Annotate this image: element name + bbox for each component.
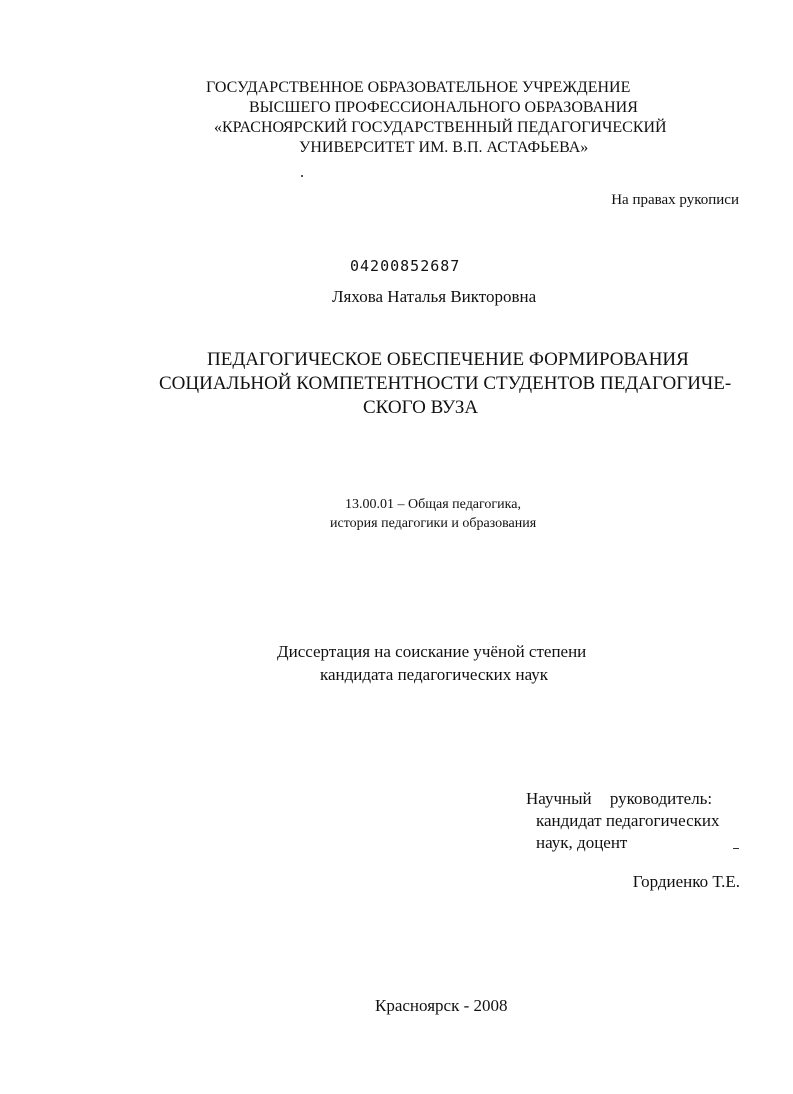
city-year: Красноярск - 2008	[375, 996, 508, 1015]
supervisor-line: наук, доцент	[536, 833, 628, 852]
degree-statement	[0, 640, 793, 686]
supervisor-line: кандидат педагогических	[536, 811, 720, 830]
supervisor-line: Научный руководитель:	[526, 789, 713, 808]
degree-line: Диссертация на соискание учёной степени	[277, 642, 587, 661]
supervisor-block	[0, 788, 793, 854]
institution-line: ГОСУДАРСТВЕННОЕ ОБРАЗОВАТЕЛЬНОЕ УЧРЕЖДЕНИЕ	[206, 79, 631, 96]
degree-line: кандидата педагогических наук	[320, 665, 549, 684]
institution-header	[0, 78, 793, 158]
institution-line: «КРАСНОЯРСКИЙ ГОСУДАРСТВЕННЫЙ ПЕДАГОГИЧЕСКИЙ	[214, 119, 667, 136]
catalog-number: 04200852687	[350, 257, 461, 275]
title-line: ПЕДАГОГИЧЕСКОЕ ОБЕСПЕЧЕНИЕ ФОРМИРОВАНИЯ	[207, 349, 689, 370]
institution-line: ВЫСШЕГО ПРОФЕССИОНАЛЬНОГО ОБРАЗОВАНИЯ	[249, 99, 638, 116]
manuscript-note: На правах рукописи	[611, 192, 739, 208]
dissertation-title	[0, 348, 793, 420]
title-line: СКОГО ВУЗА	[363, 397, 479, 418]
specialty-line: 13.00.01 – Общая педагогика,	[345, 497, 521, 512]
supervisor-name: Гордиенко Т.Е.	[632, 872, 740, 891]
institution-line: УНИВЕРСИТЕТ ИМ. В.П. АСТАФЬЕВА»	[299, 139, 589, 156]
scan-speck	[301, 175, 303, 177]
author-name: Ляхова Наталья Викторовна	[332, 287, 537, 306]
specialty-line: история педагогики и образования	[330, 516, 537, 531]
scan-mark	[733, 848, 739, 849]
specialty-code	[0, 495, 793, 533]
title-line: СОЦИАЛЬНОЙ КОМПЕТЕНТНОСТИ СТУДЕНТОВ ПЕДАГОГИЧЕ-	[159, 373, 732, 394]
